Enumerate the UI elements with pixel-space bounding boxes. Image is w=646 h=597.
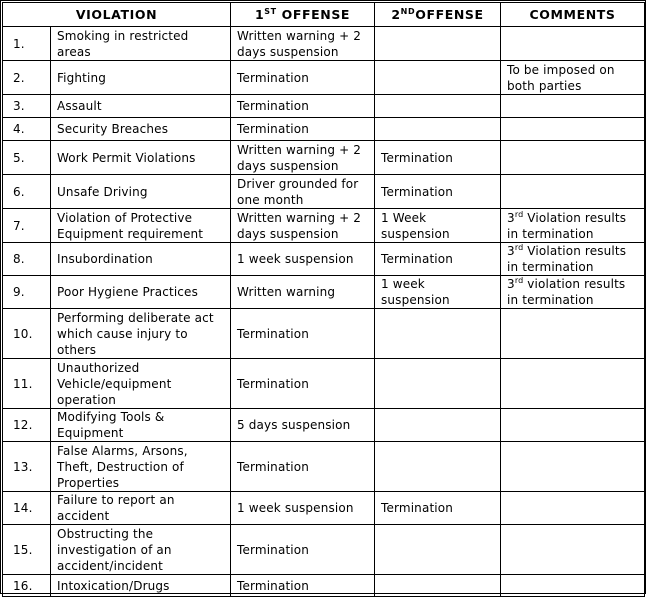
table-row xyxy=(3,209,645,243)
first-offense-cell: Driver grounded for one month xyxy=(231,175,375,209)
header-second-suffix: OFFENSE xyxy=(415,6,484,22)
header-second-sup: ND xyxy=(400,6,416,16)
violation-cell: Poor Hygiene Practices xyxy=(51,276,231,309)
comment-cell xyxy=(501,525,645,575)
table-row xyxy=(3,141,645,175)
second-offense-cell xyxy=(375,27,501,61)
first-offense-cell: Termination xyxy=(231,442,375,492)
table-row xyxy=(3,95,645,118)
violation-penalty-table xyxy=(2,2,645,597)
second-offense-cell xyxy=(375,95,501,118)
comment-prefix: 3 xyxy=(507,244,515,258)
header-first-prefix: 1 xyxy=(254,6,265,22)
comment-sup: rd xyxy=(514,243,524,252)
first-offense-cell: 5 days suspension xyxy=(231,409,375,442)
row-number: 15. xyxy=(3,525,51,575)
second-offense-cell xyxy=(375,575,501,597)
row-number: 14. xyxy=(3,492,51,525)
row-number: 8. xyxy=(3,243,51,276)
second-offense-cell xyxy=(375,409,501,442)
table-row xyxy=(3,27,645,61)
second-offense-cell: 1 week suspension xyxy=(375,276,501,309)
second-offense-cell: Termination xyxy=(375,492,501,525)
row-number: 1. xyxy=(3,27,51,61)
table-row xyxy=(3,442,645,492)
violation-cell: Violation of Protective Equipment requirement xyxy=(51,209,231,243)
comment-suffix: Violation results in termination xyxy=(507,210,627,241)
violation-cell: Work Permit Violations xyxy=(51,141,231,175)
first-offense-cell: Written warning xyxy=(231,276,375,309)
row-number: 4. xyxy=(3,118,51,141)
table-row xyxy=(3,492,645,525)
table-row xyxy=(3,175,645,209)
first-offense-cell: Termination xyxy=(231,525,375,575)
violation-cell: Security Breaches xyxy=(51,118,231,141)
row-number: 7. xyxy=(3,209,51,243)
comment-suffix: violation results in termination xyxy=(507,277,626,307)
second-offense-cell xyxy=(375,118,501,141)
header-first-suffix: OFFENSE xyxy=(276,6,351,22)
header-violation: VIOLATION xyxy=(3,3,231,27)
header-first-offense xyxy=(231,3,375,27)
comment-suffix: Violation results in termination xyxy=(507,244,627,274)
violation-cell: Unauthorized Vehicle/equipment operation xyxy=(51,359,231,409)
table-row xyxy=(3,575,645,597)
second-offense-cell: Termination xyxy=(375,243,501,276)
row-number: 2. xyxy=(3,61,51,95)
comment-cell xyxy=(501,409,645,442)
row-number: 3. xyxy=(3,95,51,118)
first-offense-cell: Termination xyxy=(231,359,375,409)
second-offense-cell: Termination xyxy=(375,141,501,175)
comment-cell xyxy=(501,575,645,597)
first-offense-cell: Written warning + 2 days suspension xyxy=(231,27,375,61)
table-row xyxy=(3,525,645,575)
row-number: 11. xyxy=(3,359,51,409)
violation-cell: False Alarms, Arsons, Theft, Destruction of Properties xyxy=(51,442,231,492)
table-row xyxy=(3,61,645,95)
table-row xyxy=(3,359,645,409)
row-number: 16. xyxy=(3,575,51,597)
header-second-offense xyxy=(375,3,501,27)
header-comments: COMMENTS xyxy=(501,3,645,27)
comment-prefix: 3 xyxy=(507,277,515,291)
comment-cell xyxy=(501,141,645,175)
comment-cell xyxy=(501,243,645,276)
first-offense-cell: Termination xyxy=(231,575,375,597)
second-offense-cell xyxy=(375,61,501,95)
second-offense-cell: Termination xyxy=(375,175,501,209)
table-row xyxy=(3,118,645,141)
second-offense-cell xyxy=(375,525,501,575)
first-offense-cell: Written warning + 2 days suspension xyxy=(231,209,375,243)
violation-cell: Assault xyxy=(51,95,231,118)
violation-cell: Failure to report an accident xyxy=(51,492,231,525)
header-first-sup: ST xyxy=(264,6,277,16)
row-number: 6. xyxy=(3,175,51,209)
comment-cell xyxy=(501,276,645,309)
first-offense-cell: 1 week suspension xyxy=(231,492,375,525)
row-number: 5. xyxy=(3,141,51,175)
second-offense-cell xyxy=(375,309,501,359)
second-offense-cell xyxy=(375,359,501,409)
row-number: 12. xyxy=(3,409,51,442)
first-offense-cell: Written warning + 2 days suspension xyxy=(231,141,375,175)
second-offense-cell xyxy=(375,442,501,492)
first-offense-cell: Termination xyxy=(231,309,375,359)
comment-cell xyxy=(501,359,645,409)
first-offense-cell: Termination xyxy=(231,95,375,118)
comment-sup: rd xyxy=(514,209,524,219)
row-number: 13. xyxy=(3,442,51,492)
violation-cell: Smoking in restricted areas xyxy=(51,27,231,61)
comment-cell: To be imposed on both parties xyxy=(501,61,645,95)
comment-prefix: 3 xyxy=(507,210,515,225)
row-number: 9. xyxy=(3,276,51,309)
table-row xyxy=(3,309,645,359)
table-row xyxy=(3,276,645,309)
first-offense-cell: Termination xyxy=(231,61,375,95)
second-offense-cell: 1 Week suspension xyxy=(375,209,501,243)
comment-cell xyxy=(501,209,645,243)
violation-cell: Insubordination xyxy=(51,243,231,276)
violation-cell: Fighting xyxy=(51,61,231,95)
comment-cell xyxy=(501,27,645,61)
comment-cell xyxy=(501,442,645,492)
comment-sup: rd xyxy=(514,276,524,285)
table-row xyxy=(3,243,645,276)
header-second-prefix: 2 xyxy=(391,6,401,22)
violation-cell: Unsafe Driving xyxy=(51,175,231,209)
violation-cell: Obstructing the investigation of an accident/incident xyxy=(51,525,231,575)
comment-cell xyxy=(501,118,645,141)
first-offense-cell: 1 week suspension xyxy=(231,243,375,276)
violation-cell: Modifying Tools & Equipment xyxy=(51,409,231,442)
comment-cell xyxy=(501,492,645,525)
header-row xyxy=(3,3,645,27)
comment-cell xyxy=(501,95,645,118)
violation-cell: Intoxication/Drugs xyxy=(51,575,231,597)
table-row xyxy=(3,409,645,442)
violation-cell: Performing deliberate act which cause injury to others xyxy=(51,309,231,359)
comment-cell xyxy=(501,175,645,209)
comment-cell xyxy=(501,309,645,359)
first-offense-cell: Termination xyxy=(231,118,375,141)
row-number: 10. xyxy=(3,309,51,359)
